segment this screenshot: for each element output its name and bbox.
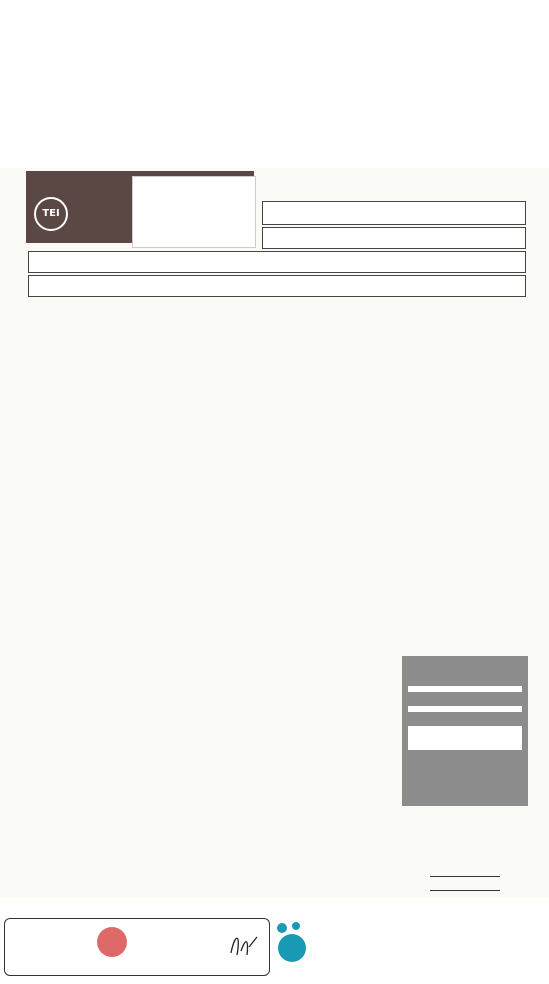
- sml-logo-icon: [272, 920, 312, 964]
- lab-no-box: [262, 201, 526, 225]
- request-box: [28, 275, 526, 297]
- specimen-sticker: [132, 176, 256, 248]
- legend-box: [402, 656, 528, 806]
- signature-box: [4, 918, 270, 976]
- legend-note-4: [408, 726, 522, 750]
- header-info: [0, 52, 549, 152]
- tei-logo-icon: TEI: [34, 197, 68, 231]
- legend-note-3: [408, 706, 522, 712]
- nutritional-toxic-chart: [0, 320, 549, 640]
- patient-box: [28, 251, 526, 273]
- additional-chart: [0, 656, 400, 876]
- legend-note-2: [408, 686, 522, 692]
- previous-label: [430, 890, 500, 891]
- red-seal-icon: [97, 927, 127, 957]
- signature-icon: [227, 929, 261, 963]
- profile-box: [262, 227, 526, 249]
- current-label: [430, 876, 500, 877]
